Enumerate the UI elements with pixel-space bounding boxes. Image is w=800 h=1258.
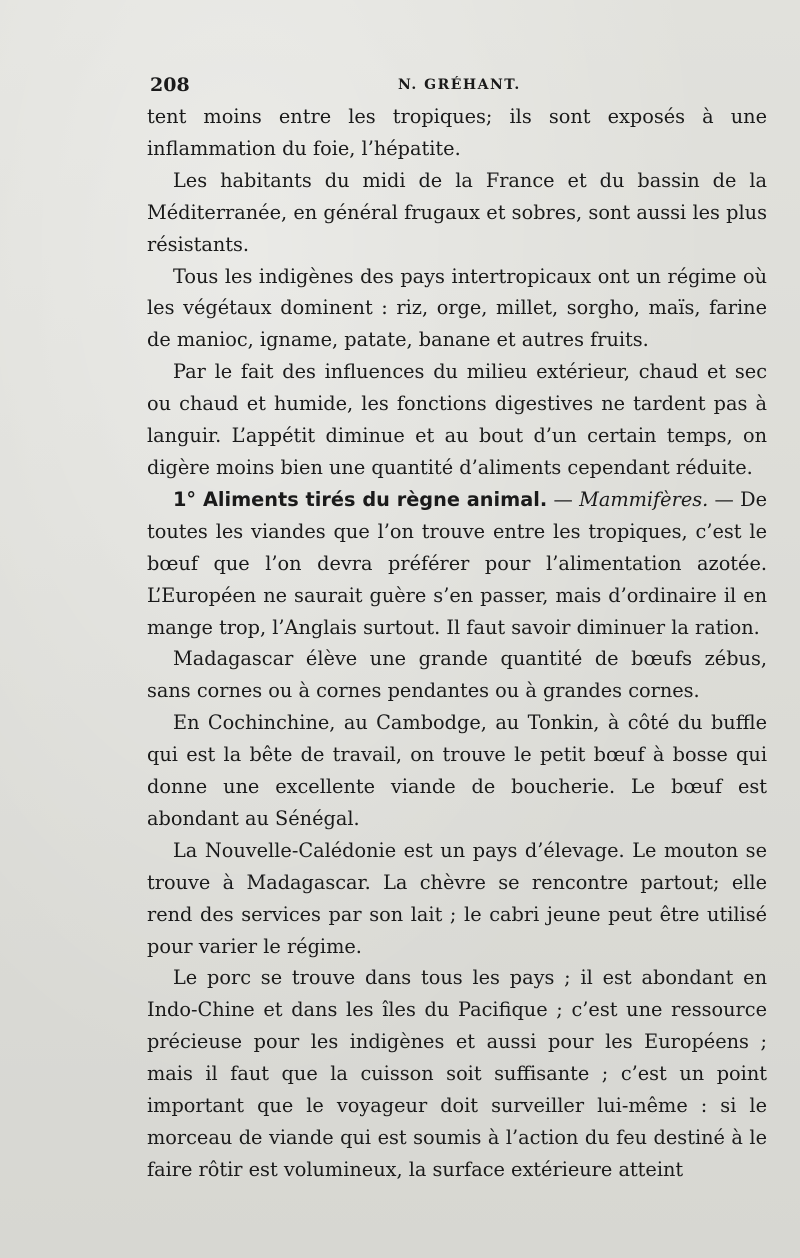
body-text [147, 101, 767, 1186]
paragraph: En Cochinchine, au Cambodge, au Tonkin, à côté du buffle qui est la bête de travail, on trouve le petit bœuf à bosse qui donne une excellente viande de boucherie. Le bœuf est abondant au Sénégal. [147, 711, 767, 830]
running-title: N. GRÉHANT. [398, 77, 521, 93]
em-dash: — [708, 487, 741, 511]
paragraph: tent moins entre les tropiques; ils sont exposés à une inflammation du foie, l’hépatite. [147, 105, 767, 160]
section-paragraph [147, 484, 767, 644]
page-number: 208 [150, 74, 190, 96]
paragraph: Le porc se trouve dans tous les pays ; il est abondant en Indo-Chine et dans les îles du Pacifique ; c’est une ressource précieuse pour les indigènes et aussi pour les Européens ; mais il faut que la cuisson soit suffisante ; c’est un point important que le voyageur doit surveiller lui-même : si le morceau de viande qui est soumis à l’action du feu destiné à le faire rôtir est volumineux, la surface extérieure atteint [147, 966, 767, 1181]
paragraph: La Nouvelle-Calédonie est un pays d’élevage. Le mouton se trouve à Madagascar. La chèvre se rencontre partout; elle rend des services par son lait ; le cabri jeune peut être utilisé pour varier le régime. [147, 838, 767, 958]
running-head [150, 74, 766, 100]
paragraph: Les habitants du midi de la France et du bassin de la Méditerranée, en général frugaux et sobres, sont aussi les plus résistants. [147, 168, 767, 256]
paragraph: Tous les indigènes des pays intertropicaux ont un régime où les végétaux dominent : riz, orge, millet, sorgho, maïs, farine de manioc, igname, patate, banane et autres fruits. [147, 264, 767, 352]
em-dash: — [547, 487, 580, 511]
paragraph: Madagascar élève une grande quantité de bœufs zébus, sans cornes ou à cornes pendantes ou à grandes cornes. [147, 647, 767, 703]
section-text: De toutes les viandes que l’on trouve entre les tropiques, c’est le bœuf que l’on devra préférer pour l’alimentation azotée. L’Européen ne saurait guère s’en passer, mais d’ordinaire il en mange trop, l’Anglais surtout. Il faut savoir diminuer la ration. [147, 487, 768, 639]
paragraph: Par le fait des influences du milieu extérieur, chaud et sec ou chaud et humide, les fonctions digestives ne tardent pas à languir. L’appétit diminue et au bout d’un certain temps, on digère moins bien une quantité d’aliments cependant réduite. [147, 360, 767, 479]
subsection-heading: Mammifères. [579, 487, 709, 511]
section-heading: 1° Aliments tirés du règne animal. [173, 487, 548, 511]
